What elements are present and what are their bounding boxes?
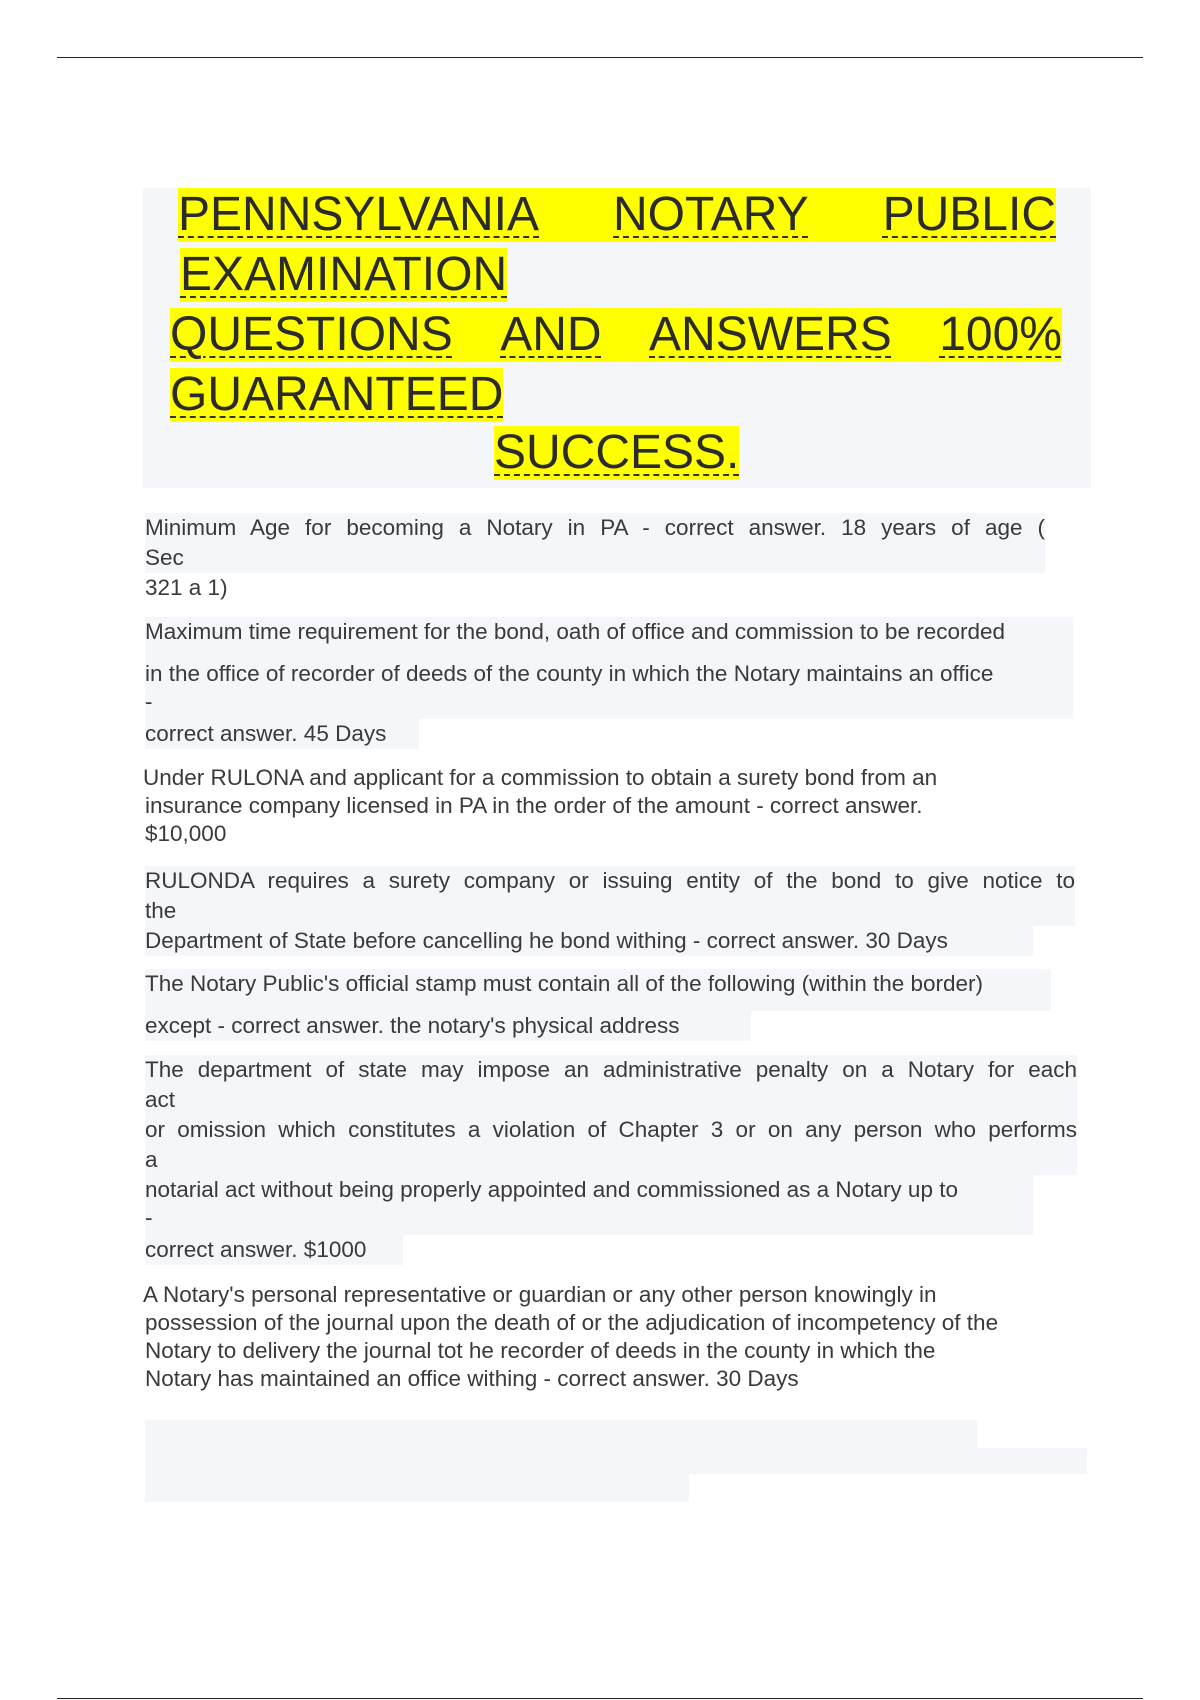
qa-line: in the office of recorder of deeds of the county in which the Notary maintains an office — [145, 659, 1073, 689]
title-line-5 — [494, 426, 739, 480]
qa-item — [145, 866, 1077, 956]
qa-line: Notary to delivery the journal tot he recorder of deeds in the county in which the — [145, 1338, 936, 1363]
title-word: NOTARY — [613, 188, 809, 241]
title-word: 100% — [939, 308, 1062, 361]
qa-line: notarial act without being properly appointed and commissioned as a Notary up to — [145, 1175, 1033, 1205]
qa-line: - — [145, 1205, 1033, 1235]
qa-line: Notary has maintained an office withing - correct answer. 30 Days — [145, 1366, 799, 1391]
title-line-1 — [178, 188, 1056, 242]
blank-panel — [145, 1474, 689, 1502]
qa-line: A Notary's personal representative or guardian or any other person knowingly in — [143, 1282, 937, 1307]
top-rule — [57, 57, 1143, 58]
title-word: EXAMINATION — [180, 248, 508, 301]
qa-line: except - correct answer. the notary's physical address — [145, 1011, 751, 1041]
qa-line: Maximum time requirement for the bond, oath of office and commission to be recorded — [145, 617, 1073, 659]
blank-panel — [145, 1448, 1087, 1474]
qa-line: act — [145, 1085, 1077, 1115]
bottom-rule — [57, 1698, 1143, 1699]
qa-item — [143, 1281, 998, 1393]
title-word: PUBLIC — [882, 188, 1056, 241]
qa-line: insurance company licensed in PA in the order of the amount - correct answer. — [145, 793, 923, 818]
qa-line: the — [145, 896, 1075, 926]
title-word: SUCCESS. — [494, 426, 740, 479]
title-word: ANSWERS — [649, 308, 892, 361]
qa-item — [145, 513, 1047, 603]
title-word: PENNSYLVANIA — [178, 188, 540, 241]
qa-line: correct answer. 45 Days — [145, 719, 419, 749]
qa-line: The Notary Public's official stamp must contain all of the following (within the border) — [145, 969, 1051, 1011]
qa-line: correct answer. $1000 — [145, 1235, 403, 1265]
qa-line: The department of state may impose an administrative penalty on a Notary for each — [145, 1055, 1077, 1085]
qa-line: RULONDA requires a surety company or issuing entity of the bond to give notice to — [145, 866, 1075, 896]
qa-line: Minimum Age for becoming a Notary in PA - correct answer. 18 years of age ( — [145, 513, 1045, 543]
qa-line: Department of State before cancelling he bond withing - correct answer. 30 Days — [145, 926, 1033, 956]
qa-item — [143, 764, 937, 848]
qa-item — [145, 969, 1053, 1041]
blank-panel — [145, 1420, 977, 1448]
title-word: QUESTIONS — [170, 308, 453, 361]
title-word: GUARANTEED — [170, 368, 504, 421]
qa-line: - — [145, 689, 1073, 719]
title-line-4 — [170, 368, 503, 422]
qa-line: 321 a 1) — [145, 575, 228, 600]
qa-item — [145, 617, 1073, 749]
qa-line: $10,000 — [145, 821, 227, 846]
qa-line: Under RULONA and applicant for a commission to obtain a surety bond from an — [143, 765, 938, 790]
title-line-3 — [170, 308, 1062, 362]
qa-line: Sec — [145, 543, 1045, 573]
title-word: AND — [500, 308, 602, 361]
qa-line: or omission which constitutes a violation of Chapter 3 or on any person who performs — [145, 1115, 1077, 1145]
qa-line: a — [145, 1145, 1077, 1175]
qa-line: possession of the journal upon the death of or the adjudication of incompetency of the — [145, 1310, 999, 1335]
title-line-2 — [180, 248, 507, 302]
qa-item — [145, 1055, 1079, 1265]
